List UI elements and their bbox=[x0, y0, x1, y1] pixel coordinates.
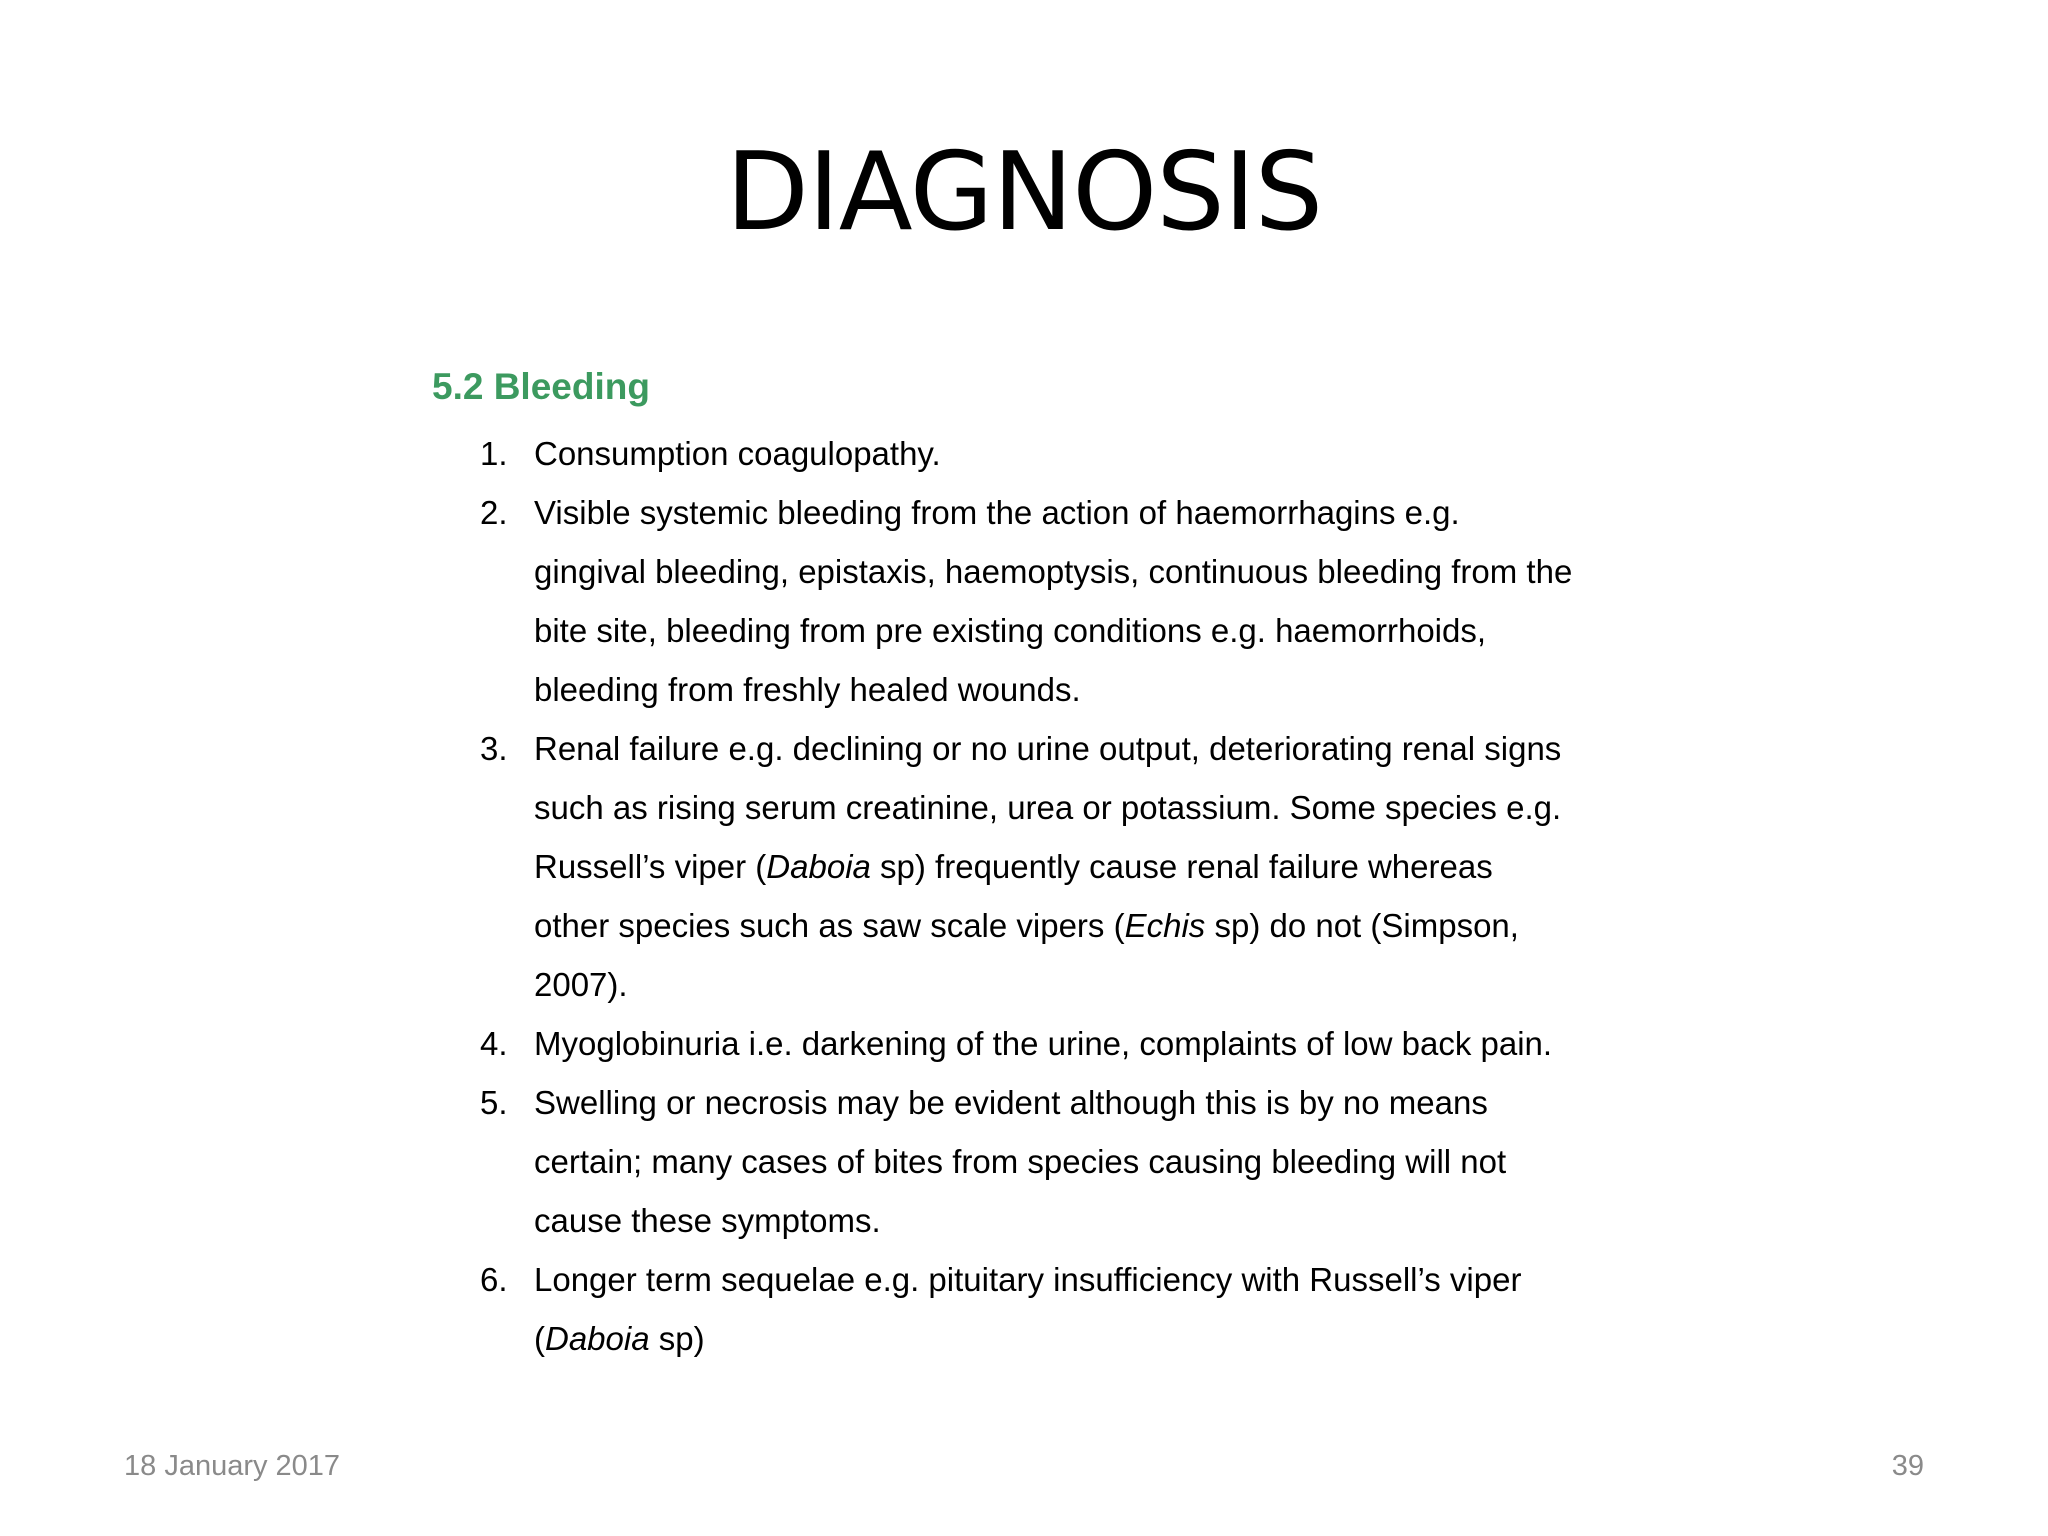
list-item-line: cause these symptoms. bbox=[534, 1202, 881, 1239]
list-item-line: Renal failure e.g. declining or no urine output, deteriorating renal signs bbox=[534, 730, 1562, 767]
list-item-number: 6. bbox=[480, 1261, 508, 1298]
species-name-italic: Daboia bbox=[545, 1320, 650, 1357]
list-item bbox=[432, 1250, 1732, 1368]
list-item-line: Myoglobinuria i.e. darkening of the urine, complaints of low back pain. bbox=[534, 1025, 1553, 1062]
list-item bbox=[432, 719, 1732, 1014]
list-item-line: Consumption coagulopathy. bbox=[534, 435, 941, 472]
bleeding-list bbox=[432, 424, 1732, 1368]
list-item-line-part: sp) bbox=[649, 1320, 705, 1357]
list-item-number: 4. bbox=[480, 1025, 508, 1062]
list-item-line-part: ( bbox=[534, 1320, 545, 1357]
species-name-italic: Daboia bbox=[766, 848, 871, 885]
page-number: 39 bbox=[1891, 1450, 1924, 1482]
list-item-line-part: sp) do not (Simpson, bbox=[1205, 907, 1519, 944]
list-item bbox=[432, 1073, 1732, 1250]
list-item-number: 1. bbox=[480, 435, 508, 472]
section-heading: 5.2 Bleeding bbox=[432, 366, 650, 407]
list-item-line: 2007). bbox=[534, 966, 628, 1003]
slide-title: DIAGNOSIS bbox=[725, 130, 1323, 255]
document-excerpt bbox=[432, 352, 1732, 1368]
list-item-line: Visible systemic bleeding from the action of haemorrhagins e.g. bbox=[534, 494, 1460, 531]
footer-date: 18 January 2017 bbox=[124, 1450, 341, 1482]
list-item-line-part: sp) frequently cause renal failure whereas bbox=[870, 848, 1493, 885]
list-item-number: 3. bbox=[480, 730, 508, 767]
list-item bbox=[432, 1014, 1732, 1073]
list-item-line-part: other species such as saw scale vipers ( bbox=[534, 907, 1125, 944]
list-item-line-part: Russell’s viper ( bbox=[534, 848, 767, 885]
list-item-line: certain; many cases of bites from species causing bleeding will not bbox=[534, 1143, 1507, 1180]
list-item-line: Longer term sequelae e.g. pituitary insufficiency with Russell’s viper bbox=[534, 1261, 1522, 1298]
list-item-line: bite site, bleeding from pre existing conditions e.g. haemorrhoids, bbox=[534, 612, 1487, 649]
list-item bbox=[432, 424, 1732, 483]
species-name-italic: Echis bbox=[1124, 907, 1206, 944]
list-item-number: 5. bbox=[480, 1084, 508, 1121]
list-item-line: such as rising serum creatinine, urea or potassium. Some species e.g. bbox=[534, 789, 1562, 826]
list-item-line: Swelling or necrosis may be evident although this is by no means bbox=[534, 1084, 1488, 1121]
list-item bbox=[432, 483, 1732, 719]
list-item-line: bleeding from freshly healed wounds. bbox=[534, 671, 1081, 708]
list-item-number: 2. bbox=[480, 494, 508, 531]
list-item-line: gingival bleeding, epistaxis, haemoptysis, continuous bleeding from the bbox=[534, 553, 1573, 590]
